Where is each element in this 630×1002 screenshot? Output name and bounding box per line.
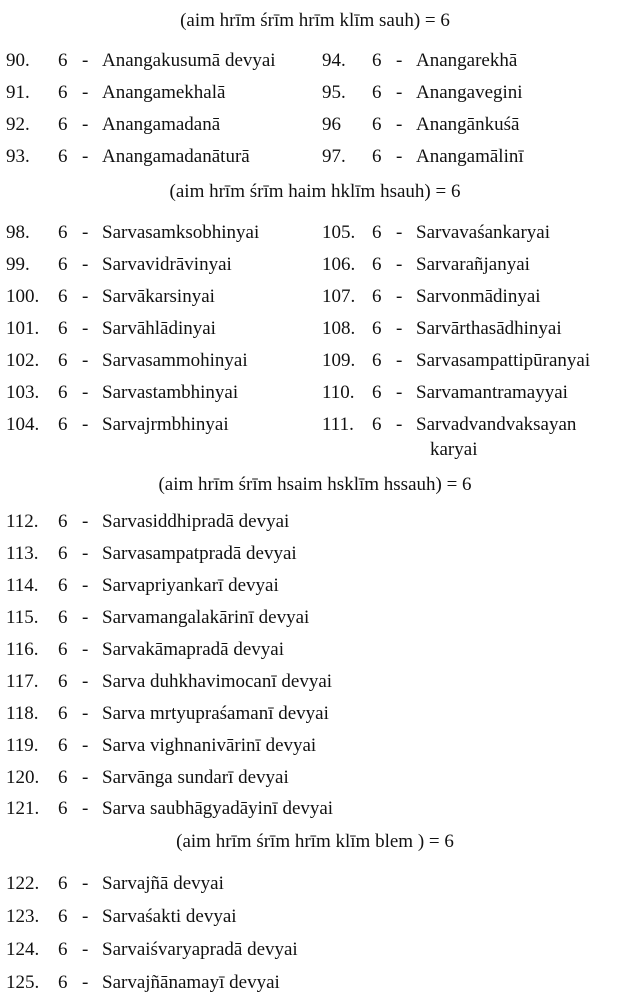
entry-value: 6: [58, 873, 68, 894]
entry-number: 104.: [6, 414, 40, 435]
entry-value: 6: [58, 146, 68, 167]
entry-dash: -: [82, 575, 89, 596]
entry-number: 107.: [322, 286, 356, 307]
entry-number: 97.: [322, 146, 346, 167]
entry-name: Sarvapriyankarī devyai: [102, 575, 279, 596]
entry-dash: -: [82, 511, 89, 532]
entry-number: 117.: [6, 671, 39, 692]
list-item: [6, 872, 224, 896]
list-item: [6, 734, 316, 758]
entry-dash: -: [82, 798, 89, 819]
entry-name: Sarvajñānamayī devyai: [102, 972, 280, 993]
entry-number: 115.: [6, 607, 39, 628]
entry-dash: -: [396, 50, 403, 71]
entry-name: Anangamadanāturā: [102, 146, 250, 167]
entry-dash: -: [396, 114, 403, 135]
entry-name: Sarvamangalakārinī devyai: [102, 607, 310, 628]
entry-value: 6: [58, 511, 68, 532]
entry-number: 109.: [322, 350, 356, 371]
entry-name: Sarvasammohinyai: [102, 350, 248, 371]
list-item: [6, 670, 332, 694]
entry-number: 91.: [6, 82, 30, 103]
mantra-heading: (aim hrīm śrīm hrīm klīm blem ) = 6: [176, 831, 454, 852]
entry-value: 6: [58, 798, 68, 819]
entry-dash: -: [82, 318, 89, 339]
entry-dash: -: [396, 254, 403, 275]
entry-dash: -: [82, 671, 89, 692]
list-item: [6, 542, 297, 566]
entry-value: 6: [372, 286, 382, 307]
entry-value: 6: [58, 939, 68, 960]
entry-name: Sarva duhkhavimocanī devyai: [102, 671, 333, 692]
entry-value: 6: [58, 671, 68, 692]
list-item: [322, 349, 590, 373]
entry-number: 118.: [6, 703, 39, 724]
mantra-heading: (aim hrīm śrīm hrīm klīm sauh) = 6: [180, 10, 450, 31]
list-item: [6, 606, 309, 630]
list-item: [6, 49, 276, 73]
entry-dash: -: [82, 82, 89, 103]
entry-dash: -: [82, 222, 89, 243]
entry-number: 90.: [6, 50, 30, 71]
entry-number: 93.: [6, 146, 30, 167]
entry-dash: -: [82, 543, 89, 564]
entry-value: 6: [58, 767, 68, 788]
entry-name: Sarvasampatpradā devyai: [102, 543, 297, 564]
entry-value: 6: [372, 350, 382, 371]
list-item: [6, 797, 333, 821]
mantra-heading: (aim hrīm śrīm hsaim hsklīm hssauh) = 6: [158, 474, 472, 495]
entry-dash: -: [82, 114, 89, 135]
list-item: [6, 113, 220, 137]
entry-value: 6: [372, 222, 382, 243]
entry-name: Anangavegini: [416, 82, 523, 103]
list-item: [6, 971, 280, 995]
list-item: [6, 253, 232, 277]
entry-number: 98.: [6, 222, 30, 243]
entry-value: 6: [58, 972, 68, 993]
entry-value: 6: [372, 254, 382, 275]
entry-name: Anangamālinī: [416, 146, 524, 167]
list-item: [322, 413, 576, 437]
entry-name: Anangamekhalā: [102, 82, 226, 103]
entry-dash: -: [396, 222, 403, 243]
entry-dash: -: [82, 607, 89, 628]
entry-value: 6: [58, 286, 68, 307]
entry-name: Sarvarañjanyai: [416, 254, 530, 275]
entry-value: 6: [372, 146, 382, 167]
entry-name: Sarvastambhinyai: [102, 382, 239, 403]
entry-dash: -: [396, 146, 403, 167]
list-item: [322, 221, 550, 245]
list-item: [6, 638, 284, 662]
entry-name: Sarvadvandvaksayan: [416, 414, 577, 435]
list-item: [6, 145, 250, 169]
entry-dash: -: [82, 873, 89, 894]
entry-dash: -: [82, 906, 89, 927]
entry-value: 6: [58, 114, 68, 135]
list-item: [322, 81, 523, 105]
entry-number: 108.: [322, 318, 356, 339]
entry-name: Sarva saubhāgyadāyinī devyai: [102, 798, 334, 819]
entry-dash: -: [82, 382, 89, 403]
entry-name: Anangamadanā: [102, 114, 221, 135]
entry-dash: -: [82, 350, 89, 371]
entry-value: 6: [372, 414, 382, 435]
list-item: [6, 905, 237, 929]
entry-name: Sarvānga sundarī devyai: [102, 767, 289, 788]
entry-dash: -: [82, 639, 89, 660]
entry-number: 96: [322, 114, 341, 135]
entry-name: Sarvasiddhipradā devyai: [102, 511, 290, 532]
entry-number: 103.: [6, 382, 40, 403]
entry-value: 6: [372, 382, 382, 403]
entry-number: 119.: [6, 735, 39, 756]
list-item: [6, 413, 229, 437]
entry-value: 6: [58, 414, 68, 435]
entry-value: 6: [58, 50, 68, 71]
entry-dash: -: [82, 767, 89, 788]
entry-name: Sarvāhlādinyai: [102, 318, 216, 339]
entry-dash: -: [82, 414, 89, 435]
list-item: [322, 285, 541, 309]
entry-name: Sarvārthasādhinyai: [416, 318, 562, 339]
entry-value: 6: [372, 318, 382, 339]
entry-number: 94.: [322, 50, 346, 71]
entry-dash: -: [396, 82, 403, 103]
entry-dash: -: [82, 286, 89, 307]
entry-number: 122.: [6, 873, 40, 894]
entry-dash: -: [82, 254, 89, 275]
list-item: [322, 381, 568, 405]
entry-value: 6: [372, 82, 382, 103]
entry-number: 101.: [6, 318, 40, 339]
entry-value: 6: [58, 575, 68, 596]
list-item: [6, 938, 298, 962]
entry-name: Sarvaśakti devyai: [102, 906, 237, 927]
list-item: [6, 702, 329, 726]
entry-name: Sarvakāmapradā devyai: [102, 639, 284, 660]
list-item: [6, 349, 248, 373]
list-item: [322, 49, 517, 73]
list-item: [322, 317, 562, 341]
entry-number: 95.: [322, 82, 346, 103]
entry-value: 6: [372, 50, 382, 71]
entry-name: Sarvasamksobhinyai: [102, 222, 260, 243]
entry-name: Sarvavidrāvinyai: [102, 254, 232, 275]
list-item: [6, 766, 289, 790]
entry-name: Sarvavaśankaryai: [416, 222, 550, 243]
entry-dash: -: [396, 318, 403, 339]
entry-value: 6: [58, 607, 68, 628]
entry-number: 123.: [6, 906, 40, 927]
entry-value: 6: [58, 382, 68, 403]
entry-dash: -: [396, 414, 403, 435]
entry-number: 106.: [322, 254, 356, 275]
entry-number: 124.: [6, 939, 40, 960]
entry-name-continuation: karyai: [430, 439, 478, 460]
entry-dash: -: [82, 972, 89, 993]
entry-dash: -: [396, 382, 403, 403]
list-item: [322, 253, 530, 277]
entry-dash: -: [82, 146, 89, 167]
entry-value: 6: [58, 318, 68, 339]
entry-dash: -: [82, 50, 89, 71]
entry-number: 113.: [6, 543, 39, 564]
entry-value: 6: [58, 254, 68, 275]
entry-dash: -: [82, 939, 89, 960]
list-item: [322, 145, 524, 169]
list-item: [6, 81, 225, 105]
entry-value: 6: [58, 543, 68, 564]
entry-name: Sarva vighnanivārinī devyai: [102, 735, 317, 756]
list-item: [6, 381, 238, 405]
entry-name: Anangarekhā: [416, 50, 518, 71]
entry-number: 112.: [6, 511, 39, 532]
entry-name: Anangakusumā devyai: [102, 50, 276, 71]
entry-number: 120.: [6, 767, 40, 788]
entry-name: Sarvonmādinyai: [416, 286, 541, 307]
entry-value: 6: [58, 735, 68, 756]
list-item: [322, 113, 519, 137]
entry-name: Anangānkuśā: [416, 114, 520, 135]
entry-number: 114.: [6, 575, 39, 596]
entry-dash: -: [82, 735, 89, 756]
mantra-heading: (aim hrīm śrīm haim hklīm hsauh) = 6: [169, 181, 461, 202]
entry-number: 92.: [6, 114, 30, 135]
entry-value: 6: [58, 222, 68, 243]
entry-number: 102.: [6, 350, 40, 371]
entry-dash: -: [396, 350, 403, 371]
entry-number: 110.: [322, 382, 355, 403]
entry-name: Sarvākarsinyai: [102, 286, 215, 307]
entry-value: 6: [58, 82, 68, 103]
entry-number: 105.: [322, 222, 356, 243]
entry-value: 6: [58, 639, 68, 660]
entry-dash: -: [82, 703, 89, 724]
entry-name: Sarvaiśvaryapradā devyai: [102, 939, 298, 960]
entry-value: 6: [58, 906, 68, 927]
list-item: [6, 221, 259, 245]
entry-name: Sarvasampattipūranyai: [416, 350, 591, 371]
entry-name: Sarvajrmbhinyai: [102, 414, 229, 435]
entry-name: Sarvamantramayyai: [416, 382, 568, 403]
entry-number: 125.: [6, 972, 40, 993]
entry-number: 111.: [322, 414, 354, 435]
entry-number: 99.: [6, 254, 30, 275]
list-item: [6, 510, 289, 534]
entry-number: 100.: [6, 286, 40, 307]
entry-number: 116.: [6, 639, 39, 660]
entry-number: 121.: [6, 798, 40, 819]
entry-value: 6: [58, 350, 68, 371]
entry-name: Sarva mrtyupraśamanī devyai: [102, 703, 329, 724]
entry-value: 6: [58, 703, 68, 724]
list-item: [6, 574, 279, 598]
entry-name: Sarvajñā devyai: [102, 873, 224, 894]
entry-value: 6: [372, 114, 382, 135]
list-item: [6, 317, 216, 341]
list-item: [6, 285, 215, 309]
entry-dash: -: [396, 286, 403, 307]
